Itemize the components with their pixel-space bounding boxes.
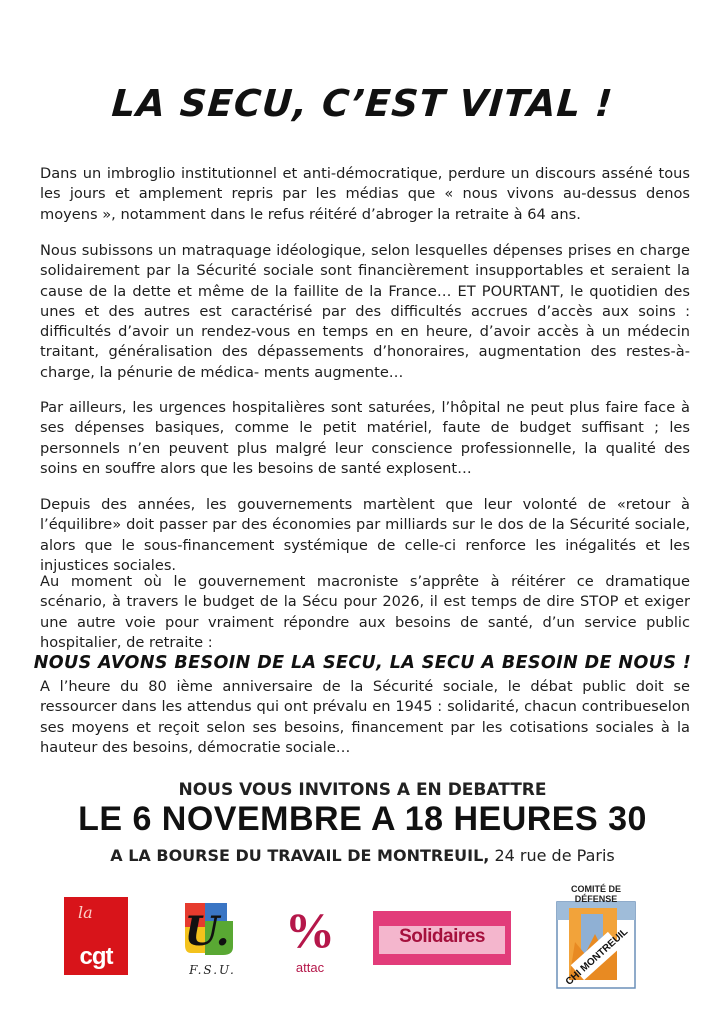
comite-defense-logo: [549, 884, 643, 992]
fsu-emblem-icon: [175, 897, 250, 961]
attac-mark: %: [285, 903, 335, 955]
fsu-logo-name: F.S.U.: [189, 963, 236, 977]
paragraph-matraquage: Nous subissons un matraquage idéologique, selon lesquelles dépenses prises en charge solidairement par la Sécurité sociale sont financièrement insupportables et seraient la cause de la dette et même de la faillite de la France… ET POURTANT, le quotidien des unes et des autres est caractérisé par des difficultés accrues d’accès aux soins : difficultés d’avoir un rendez-vous en temps en en heure, d’avoir accès à un médecin traitant, généralisation des dépassements d’honoraires, augmentation des restes-à-charge, la pénurie de médica- ments augmente…: [40, 242, 690, 381]
event-venue: A LA BOURSE DU TRAVAIL DE MONTREUIL,: [110, 846, 490, 865]
comite-defense-mark: CHI MONTREUIL: [563, 926, 631, 988]
page-title: LA SECU, C’EST VITAL !: [110, 82, 615, 125]
paragraph-budget: Au moment où le gouvernement macroniste s’apprête à réitérer ce dramatique scénario, à travers le budget de la Sécu pour 2026, il est temps de dire STOP et exiger une autre voie pour vraiment répondre aux besoins de santé, d’un service public hospitalier, de retraite :: [40, 573, 690, 651]
cgt-logo: [64, 897, 128, 975]
comite-defense-header: COMITÉ DE DÉFENSE: [570, 884, 621, 904]
paragraph-gouvernements: Depuis des années, les gouvernements martèlent que leur volonté de «retour à l’équilibre» doit passer par des économies par milliards sur le dos de la Sécurité sociale, alors que le sous-financement systémique de celle-ci renforce les inégalités et les injustices sociales.: [40, 496, 690, 574]
event-date: LE 6 NOVEMBRE A 18 HEURES 30: [78, 800, 647, 838]
attac-percent-icon: [284, 903, 336, 955]
paragraph-intro: Dans un imbroglio institutionnel et anti-démocratique, perdure un discours asséné tous les jours et amplement repris par les médias que « nous vivons au-dessus denos moyens », notamment dans le refus réitéré d’abroger la retraite à 64 ans.: [40, 165, 690, 223]
slogan: NOUS AVONS BESOIN DE LA SECU, LA SECU A BESOIN DE NOUS !: [33, 653, 692, 673]
attac-logo-name: attac: [295, 960, 325, 975]
event-place: [0, 846, 725, 865]
paragraph-anniversaire: A l’heure du 80 ième anniversaire de la Sécurité sociale, le débat public doit se ressourcer dans les attendus qui ont prévalu en 1945 : solidarité, chacun contribueselon ses moyens et reçoit selon ses besoins, financement par les cotisations sociales à la hauteur des besoins, démocratie sociale…: [40, 678, 690, 756]
event-address: 24 rue de Paris: [494, 846, 615, 865]
fsu-mark: U.: [184, 908, 230, 955]
cgt-logo-name: cgt: [79, 943, 113, 970]
paragraph-urgences: Par ailleurs, les urgences hospitalières sont saturées, l’hôpital ne peut plus faire face à ses dépenses basiques, comme le petit matériel, faute de budget suffisant ; les personnels n’en peuvent plus malgré leur conscience professionnelle, la qualité des soins en souffre alors que les besoins de santé explosent…: [40, 399, 690, 477]
fsu-logo: [175, 897, 250, 977]
solidaires-logo-name: Solidaires: [399, 926, 485, 947]
attac-logo: [284, 903, 336, 975]
cgt-logo-small-text: la: [78, 903, 93, 922]
solidaires-logo: [373, 911, 511, 965]
event-invite: NOUS VOUS INVITONS A EN DEBATTRE: [178, 780, 547, 800]
